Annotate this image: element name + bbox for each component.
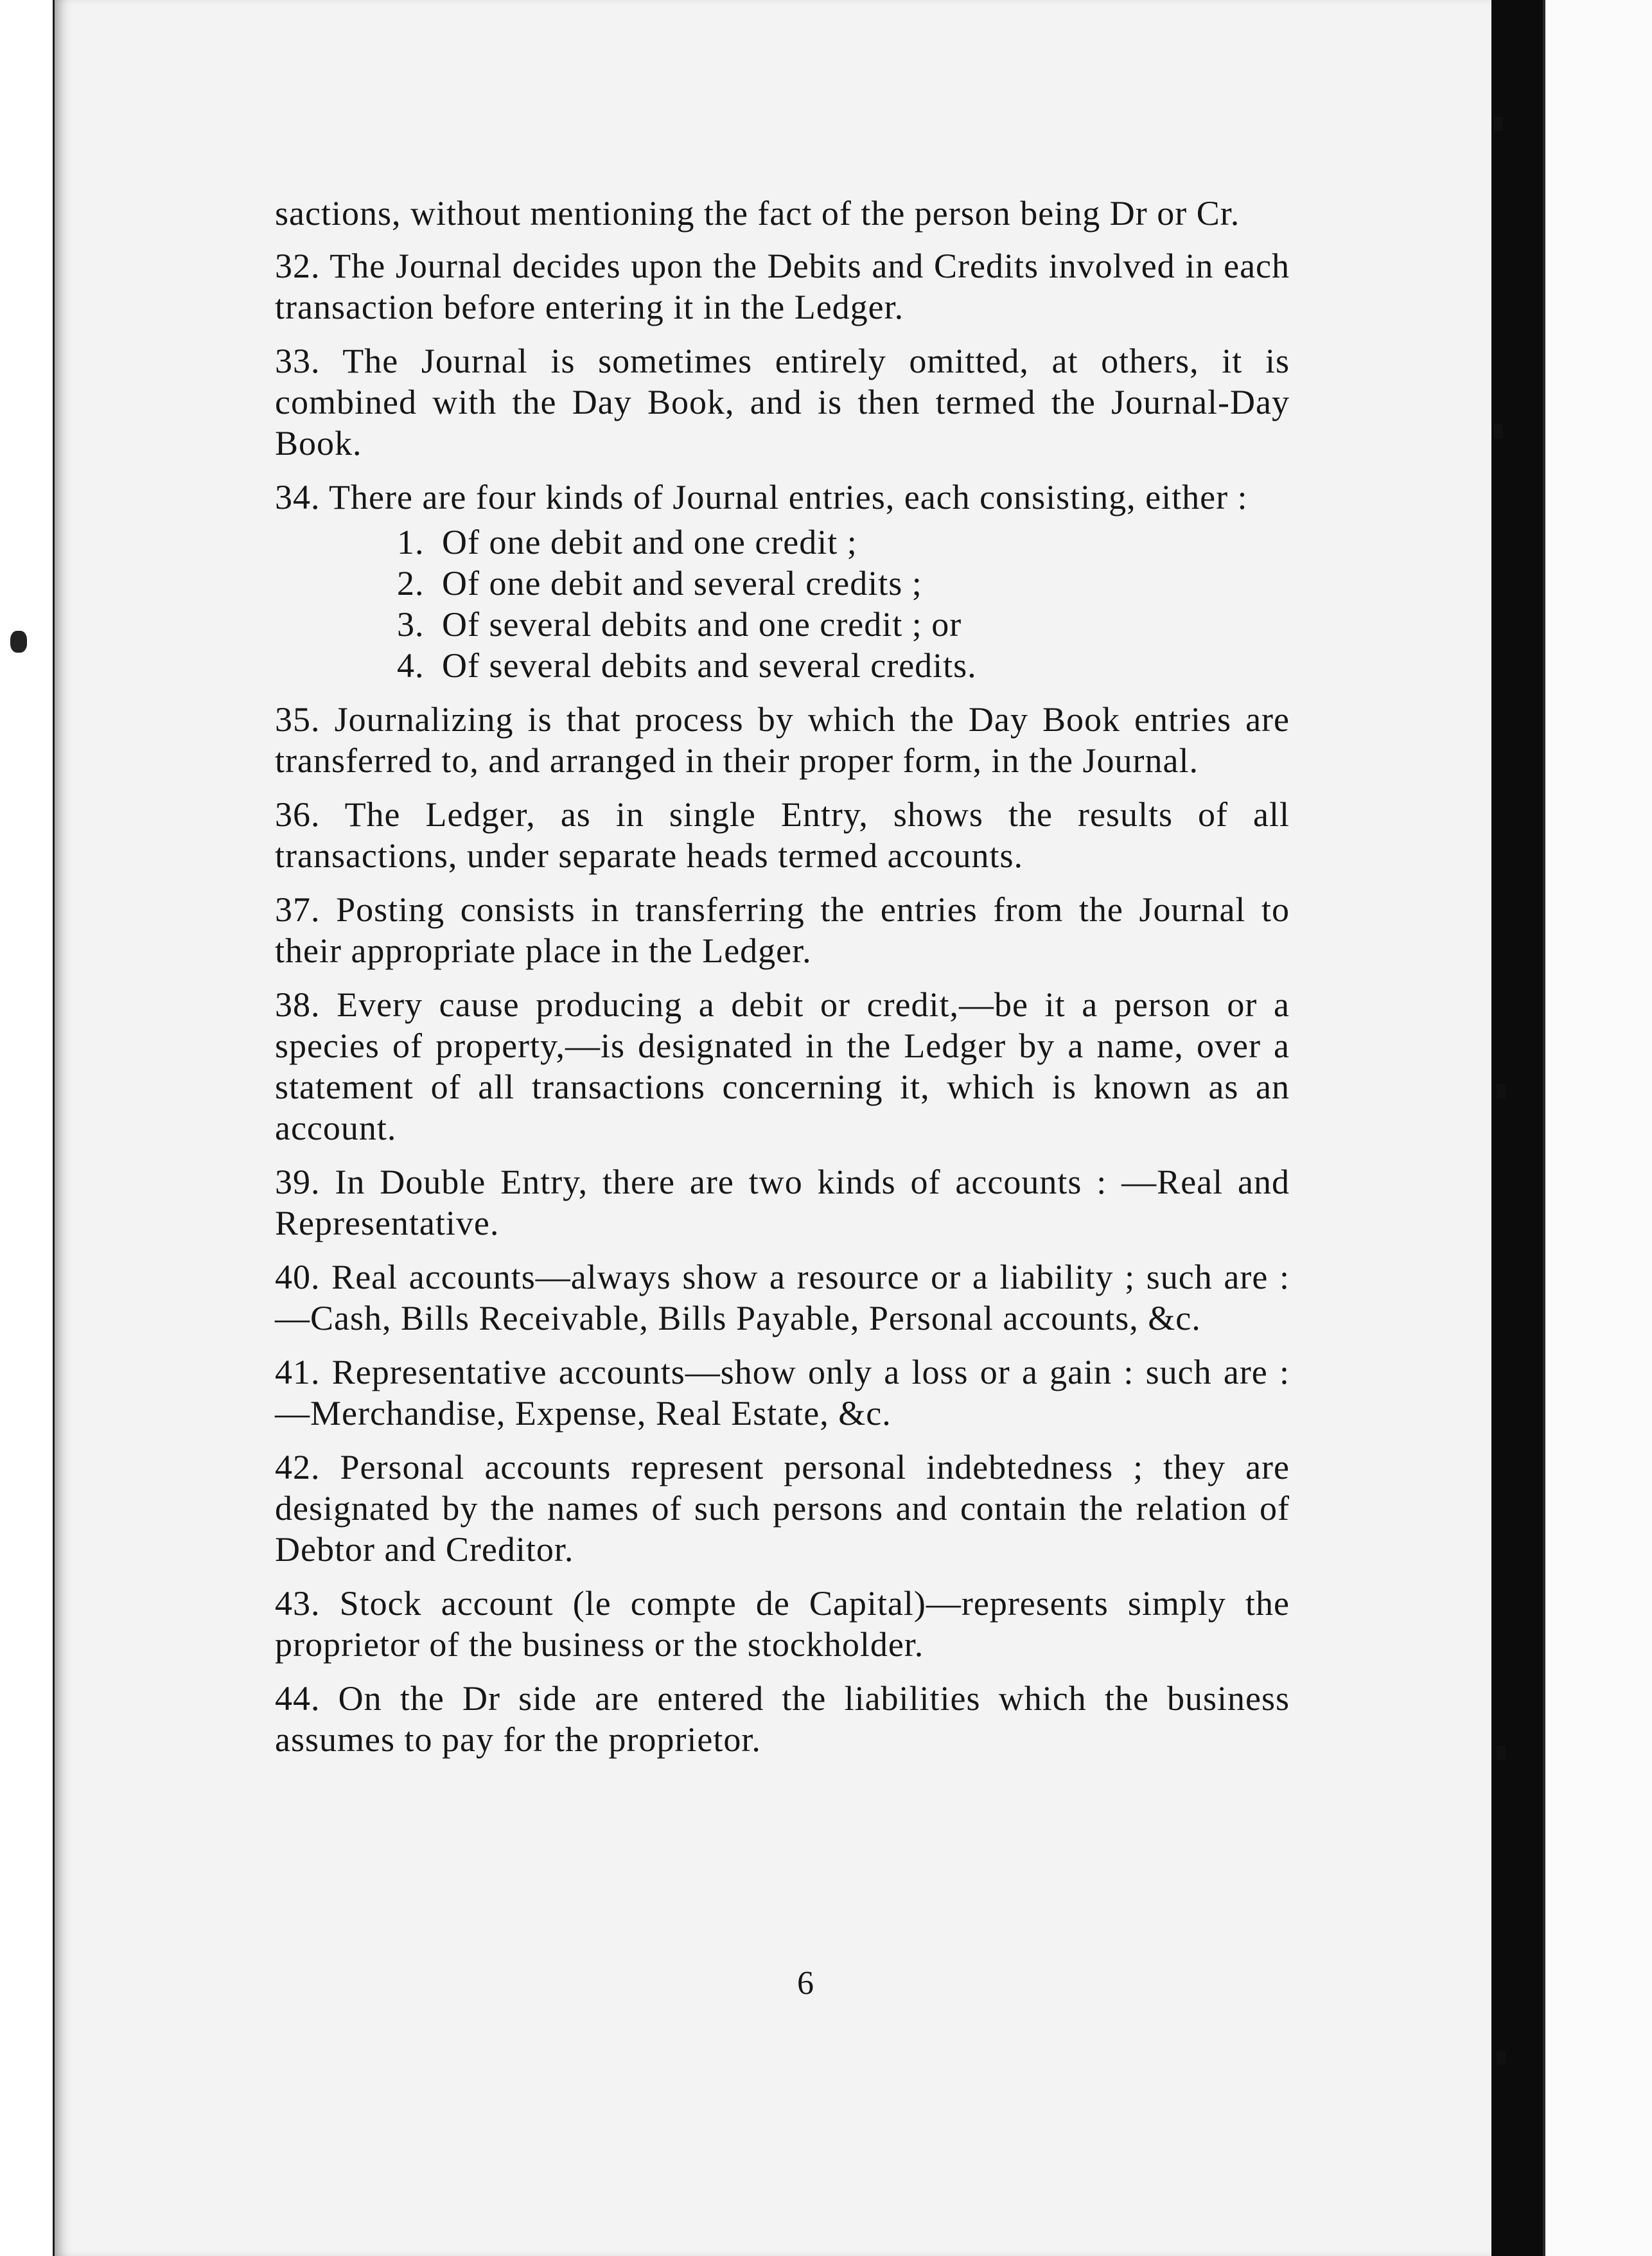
paragraph-text: In Double Entry, there are two kinds of accounts : —Real and Representative. xyxy=(275,1163,1290,1242)
paragraph-text: sactions, without mentioning the fact of the person being Dr or Cr. xyxy=(275,194,1240,233)
list-text: Of several debits and one credit ; or xyxy=(442,605,962,644)
paragraph-text: Real accounts—always show a resource or a liability ; such are :—Cash, Bills Receivable, Bills Payable, Personal accounts, &c. xyxy=(275,1258,1290,1337)
paragraph-number: 34. xyxy=(275,478,321,516)
paragraph-32 xyxy=(275,245,1290,328)
paragraph-44 xyxy=(275,1678,1290,1760)
paragraph-text: Posting consists in transferring the entries from the Journal to their appropriate place in the Ledger. xyxy=(275,890,1290,970)
paragraph-text: The Journal decides upon the Debits and Credits involved in each transaction before entering it in the Ledger. xyxy=(275,247,1290,326)
paragraph-text: There are four kinds of Journal entries, each consisting, either : xyxy=(329,478,1248,516)
paragraph-text: Journalizing is that process by which the Day Book entries are transferred to, and arranged in their proper form, in the Journal. xyxy=(275,700,1290,780)
edge-mark xyxy=(1497,1084,1506,1098)
scan-speck xyxy=(10,631,27,653)
paragraph-number: 35. xyxy=(275,700,321,739)
paragraph-36 xyxy=(275,794,1290,876)
paragraph-37 xyxy=(275,889,1290,971)
paragraph-number: 32. xyxy=(275,247,321,285)
paragraph-number: 42. xyxy=(275,1448,321,1486)
adjacent-page-edge xyxy=(1543,0,1652,2256)
paragraph-text: Personal accounts represent personal indebtedness ; they are designated by the names of such persons and contain the relation of Debtor and Creditor. xyxy=(275,1448,1290,1569)
paragraph-number: 39. xyxy=(275,1163,321,1201)
list-text: Of one debit and one credit ; xyxy=(442,523,857,561)
paragraph-text: Every cause producing a debit or credit,—be it a person or a species of property,—is designated in the Ledger by a name, over a statement of all transactions concerning it, which is known as an account. xyxy=(275,985,1290,1147)
paragraph-38 xyxy=(275,984,1290,1149)
list-item xyxy=(275,522,1290,563)
list-item xyxy=(275,604,1290,645)
gutter-shadow xyxy=(1491,0,1543,2256)
paragraph-33 xyxy=(275,340,1290,464)
page-text xyxy=(275,193,1290,1773)
list-text: Of one debit and several credits ; xyxy=(442,564,922,603)
paragraph-34 xyxy=(275,477,1290,518)
paragraph-text: The Ledger, as in single Entry, shows the results of all transactions, under separate heads termed accounts. xyxy=(275,795,1290,875)
paragraph-text: Representative accounts—show only a loss or a gain : such are :—Merchandise, Expense, Real Estate, &c. xyxy=(275,1353,1290,1432)
list-text: Of several debits and several credits. xyxy=(442,646,977,685)
edge-mark xyxy=(1497,1746,1506,1760)
list-number: 3. xyxy=(397,605,425,644)
paragraph-40 xyxy=(275,1256,1290,1339)
paragraph-text: The Journal is sometimes entirely omitted, at others, it is combined with the Day Book, and is then termed the Journal-Day Book. xyxy=(275,342,1290,463)
paragraph-number: 33. xyxy=(275,342,321,380)
edge-mark xyxy=(1494,117,1503,131)
paragraph-number: 40. xyxy=(275,1258,321,1296)
paragraph-35 xyxy=(275,699,1290,781)
paragraph-number: 43. xyxy=(275,1584,321,1623)
journal-entry-kinds-list xyxy=(275,522,1290,686)
paragraph-43 xyxy=(275,1583,1290,1665)
list-number: 4. xyxy=(397,646,425,685)
edge-mark xyxy=(1497,2050,1506,2065)
paragraph-text: On the Dr side are entered the liabilities which the business assumes to pay for the proprietor. xyxy=(275,1679,1290,1759)
list-number: 1. xyxy=(397,523,425,561)
list-item xyxy=(275,563,1290,604)
paragraph-39 xyxy=(275,1161,1290,1244)
paragraph-41 xyxy=(275,1352,1290,1434)
paragraph-42 xyxy=(275,1447,1290,1570)
paragraph-number: 44. xyxy=(275,1679,321,1718)
paragraph-number: 36. xyxy=(275,795,321,834)
paragraph-continued xyxy=(275,193,1290,234)
page-number: 6 xyxy=(797,1965,814,2002)
paragraph-text: Stock account (le compte de Capital)—represents simply the proprietor of the business or the stockholder. xyxy=(275,1584,1290,1664)
paragraph-number: 37. xyxy=(275,890,321,929)
paragraph-number: 41. xyxy=(275,1353,321,1391)
edge-mark xyxy=(1494,424,1503,438)
list-item xyxy=(275,645,1290,686)
list-number: 2. xyxy=(397,564,425,603)
paragraph-number: 38. xyxy=(275,985,321,1024)
